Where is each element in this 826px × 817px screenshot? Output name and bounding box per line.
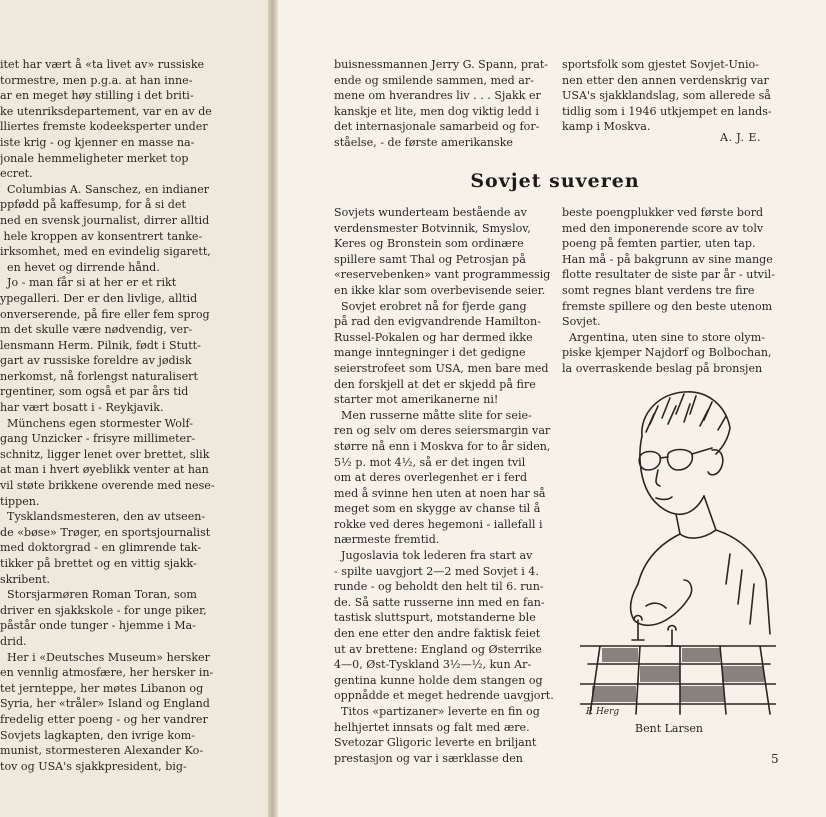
page-gutter	[268, 0, 278, 817]
text-line: helhjertet innsats og falt med ære.	[334, 720, 530, 734]
text-line: Jugoslavia tok lederen fra start av	[334, 549, 533, 563]
text-line: Sovjets lagkapten, den ivrige kom-	[0, 728, 196, 742]
text-line: jonale hemmeligheter merket top	[0, 151, 189, 165]
text-line: hele kroppen av konsentrert tanke-	[0, 229, 203, 243]
text-line: den ene etter den andre faktisk feiet	[334, 627, 541, 641]
page-number: 5	[771, 752, 779, 766]
text-line: Syria, her «tråler» Island og England	[0, 697, 210, 711]
text-line: de. Så satte russerne inn med en fan-	[334, 595, 545, 609]
text-line: om at deres overlegenhet er i ferd	[334, 471, 528, 485]
text-line: Sovjet.	[562, 315, 601, 329]
text-line: itet har vært å «ta livet av» russiske	[0, 58, 205, 71]
text-line: m det skulle være nødvendig, ver-	[0, 323, 193, 337]
text-line: ståelse, - de første amerikanske	[334, 135, 514, 149]
text-line: Storsjarmøren Roman Toran, som	[0, 588, 197, 602]
text-line: Her i «Deutsches Museum» hersker	[0, 650, 210, 664]
text-line: større nå enn i Moskva for to år siden,	[334, 439, 551, 453]
text-line: lliertes fremste kodeeksperter under	[0, 120, 208, 134]
text-line: ned en svensk journalist, dirrer alltid	[0, 213, 210, 227]
text-line: Men russerne måtte slite for seie-	[334, 408, 532, 422]
text-line: Tysklandsmesteren, den av utseen-	[0, 510, 206, 524]
text-line: munist, stormesteren Alexander Ko-	[0, 744, 204, 758]
text-line: rgentiner, som også et par års tid	[0, 385, 189, 399]
text-line: kanskje et lite, men dog viktig ledd i	[334, 104, 539, 118]
text-line: tet jernteppe, her møtes Libanon og	[0, 681, 204, 695]
text-line: piske kjemper Najdorf og Bolbochan,	[562, 346, 772, 360]
text-line: runde - og beholdt den helt til 6. run-	[334, 580, 544, 594]
text-line: flotte resultater de siste par år - utvil-	[562, 268, 775, 282]
text-line: på rad den evigvandrende Hamilton-	[334, 315, 541, 329]
text-line: prestasjon og var i særklasse den	[334, 751, 523, 765]
sketch-signature: P. Herg	[586, 707, 620, 717]
text-line: 4—0, Øst-Tyskland 3½—½, kun Ar-	[334, 658, 532, 672]
text-line: Titos «partizaner» leverte en fin og	[334, 705, 540, 718]
text-line: spillere samt Thal og Petrosjan på	[334, 252, 526, 266]
text-line: med den imponerende score av tolv	[562, 221, 764, 235]
text-line: vil støte brikkene overende med nese-	[0, 479, 215, 493]
text-line: Sovjet erobret nå for fjerde gang	[334, 299, 527, 313]
text-line: skribent.	[0, 572, 51, 586]
text-line: ppfødd på kaffesump, for å si det	[0, 198, 186, 212]
text-line: nen etter den annen verdenskrig var	[562, 73, 769, 87]
text-line: den forskjell at det er skjedd på fire	[334, 377, 536, 391]
text-line: drid.	[0, 634, 27, 648]
text-line: med doktorgrad - en glimrende tak-	[0, 541, 202, 555]
text-line: Keres og Bronstein som ordinære	[334, 237, 524, 251]
text-line: Han må - på bakgrunn av sine mange	[562, 252, 773, 266]
text-line: somt regnes blant verdens tre fire	[562, 283, 755, 297]
text-line: poeng på femten partier, uten tap.	[562, 237, 756, 251]
text-line: mange inntegninger i det gedigne	[334, 346, 526, 360]
text-line: kamp i Moskva.	[562, 120, 651, 134]
text-line: buisnessmannen Jerry G. Spann, prat-	[334, 58, 549, 71]
text-line: meget som en skygge av chanse til å	[334, 502, 541, 516]
text-line: «reservebenken» vant programmessig	[334, 268, 551, 282]
text-line: 5½ p. mot 4½, så er det ingen tvil	[334, 455, 526, 469]
text-line: ypegalleri. Der er den livlige, alltid	[0, 291, 198, 305]
text-line: at man i hvert øyeblikk venter at han	[0, 463, 209, 477]
left-page-column	[0, 57, 262, 774]
text-line: - spilte uavgjort 2—2 med Sovjet i 4.	[334, 564, 539, 578]
text-line: gentina kunne holde dem stangen og	[334, 673, 543, 687]
author-signature: A. J. E.	[720, 131, 762, 144]
text-line: gang Unzicker - frisyre millimeter-	[0, 432, 196, 446]
text-line: Argentina, uten sine to store olym-	[562, 330, 765, 344]
text-line: seierstrofeet som USA, men bare med	[334, 361, 549, 375]
illustration-caption: Bent Larsen	[635, 722, 703, 735]
text-line: tov og USA's sjakkpresident, big-	[0, 759, 187, 773]
text-line: en ikke klar som overbevisende seier.	[334, 283, 546, 297]
text-line: nærmeste fremtid.	[334, 533, 440, 547]
text-line: beste poengplukker ved første bord	[562, 206, 764, 219]
top-middle-column	[334, 57, 548, 151]
text-line: Columbias A. Sanschez, en indianer	[0, 182, 210, 196]
text-line: gart av russiske foreldre av jødisk	[0, 354, 192, 368]
text-line: oppnådde et meget hedrende uavgjort.	[334, 689, 554, 703]
article-headline: Sovjet suveren	[470, 170, 640, 192]
text-line: onverserende, på fire eller fem sprog	[0, 307, 210, 321]
text-line: iste krig - og kjenner en masse na-	[0, 135, 195, 149]
text-line: starter mot amerikanerne ni!	[334, 393, 499, 407]
text-line: det internasjonale samarbeid og for-	[334, 120, 540, 134]
text-line: tikker på brettet og en vittig sjakk-	[0, 557, 197, 570]
text-line: verdensmester Botvinnik, Smyslov,	[334, 221, 531, 235]
text-line: mene om hverandres liv . . . Sjakk er	[334, 89, 541, 103]
text-line: ecret.	[0, 167, 33, 181]
text-line: tippen.	[0, 494, 40, 508]
text-line: ke utenriksdepartement, var en av de	[0, 104, 212, 118]
text-line: Svetozar Gligoric leverte en briljant	[334, 736, 537, 750]
text-line: irksomhet, med en evindelig sigarett,	[0, 245, 211, 259]
text-line: en hevet og dirrende hånd.	[0, 260, 160, 274]
text-line: de «bøse» Trøger, en sportsjournalist	[0, 525, 211, 539]
top-right-column	[562, 57, 776, 135]
text-line: ar en meget høy stilling i det briti-	[0, 89, 194, 103]
text-line: sportsfolk som gjestet Sovjet-Unio-	[562, 58, 759, 71]
text-line: fredelig etter poeng - og her vandrer	[0, 712, 208, 726]
text-line: ren og selv om deres seiersmargin var	[334, 424, 551, 438]
text-line: en vennlig atmosfære, her hersker in-	[0, 666, 214, 680]
text-line: fremste spillere og den beste utenom	[562, 299, 773, 313]
text-line: ende og smilende sammen, med ar-	[334, 73, 534, 87]
article-column-2	[562, 205, 776, 377]
text-line: nerkomst, nå forlengst naturalisert	[0, 369, 198, 383]
text-line: lensmann Herm. Pilnik, født i Stutt-	[0, 338, 201, 352]
text-line: ut av brettene: England og Østerrike	[334, 642, 542, 656]
text-line: driver en sjakkskole - for unge piker,	[0, 603, 207, 617]
text-line: rokke ved deres hegemoni - iallefall i	[334, 517, 543, 531]
portrait-sketch	[580, 384, 776, 718]
text-line: Sovjets wunderteam bestående av	[334, 206, 527, 219]
text-line: schnitz, ligger lenet over brettet, slik	[0, 447, 210, 461]
text-line: har vært bosatt i - Reykjavik.	[0, 401, 164, 415]
article-column-1	[334, 205, 554, 766]
text-line: Münchens egen stormester Wolf-	[0, 416, 193, 430]
text-line: tastisk sluttspurt, motstanderne ble	[334, 611, 536, 625]
text-line: la overraskende beslag på bronsjen	[562, 361, 763, 375]
text-line: påstår onde tunger - hjemme i Ma-	[0, 619, 196, 633]
text-line: USA's sjakklandslag, som allerede så	[562, 89, 771, 103]
text-line: tormestre, men p.g.a. at han inne-	[0, 73, 193, 87]
text-line: med å svinne hen uten at noen har så	[334, 486, 546, 500]
text-line: Russel-Pokalen og har dermed ikke	[334, 330, 533, 344]
text-line: Jo - man får si at her er et rikt	[0, 276, 177, 290]
text-line: tidlig som i 1946 utkjempet en lands-	[562, 104, 772, 118]
